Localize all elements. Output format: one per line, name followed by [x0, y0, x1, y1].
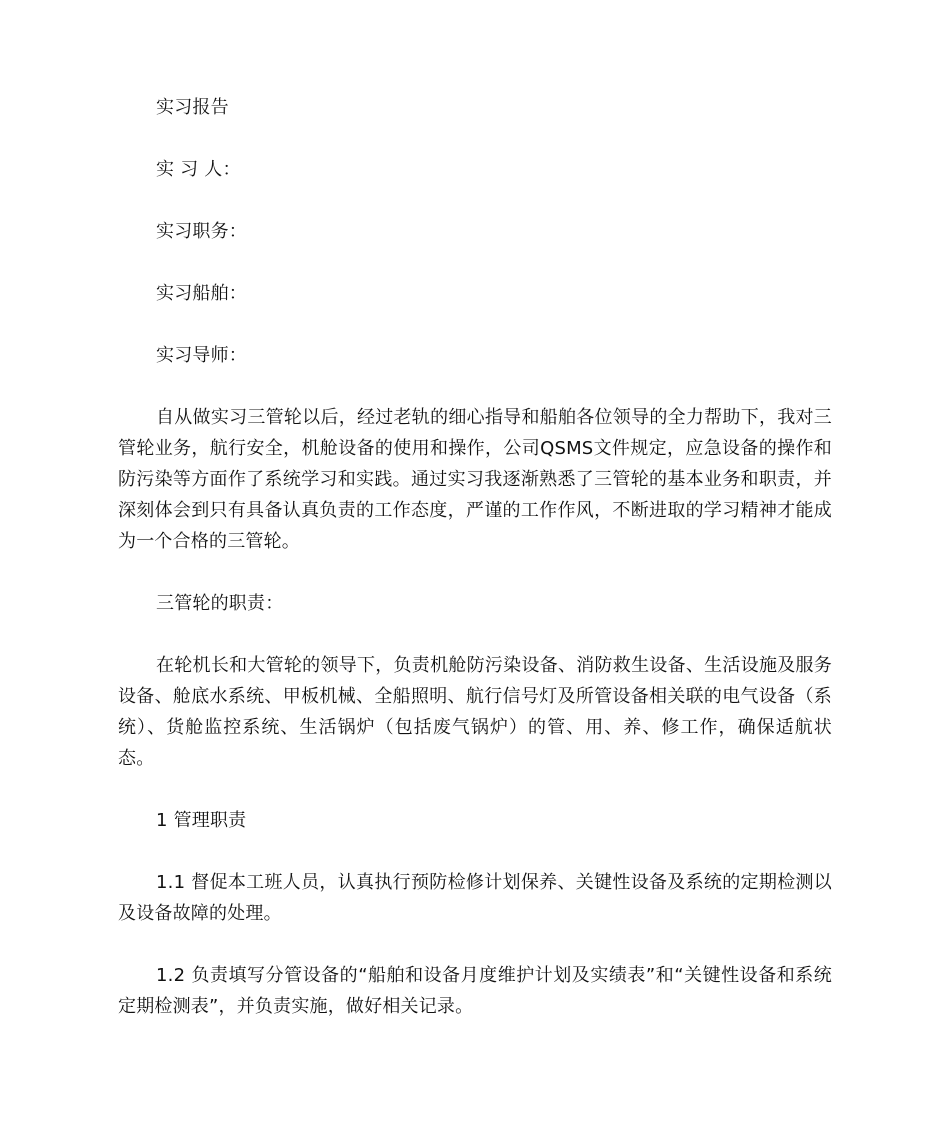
duties-heading: 三管轮的职责： — [156, 593, 284, 614]
duties-paragraph: 在轮机长和大管轮的领导下，负责机舱防污染设备、消防救生设备、生活设施及服务设备、舱底水系统、甲板机械、全船照明、航行信号灯及所管设备相关联的电气设备（系统）、货舱监控系统、生活锅炉（包括废气锅炉）的管、用、养、修工作，确保适航状态。 — [118, 655, 832, 769]
item-1-1: 1.1 督促本工班人员，认真执行预防检修计划保养、关键性设备及系统的定期检测以及设备故障的处理。 — [118, 872, 832, 924]
item-1-2: 1.2 负责填写分管设备的“船舶和设备月度维护计划及实绩表”和“关键性设备和系统定期检测表”，并负责实施，做好相关记录。 — [118, 965, 832, 1017]
field-intern-ship: 实习船舶： — [156, 283, 247, 304]
field-intern-position: 实习职务： — [156, 221, 247, 242]
document-page — [118, 92, 832, 1053]
field-intern-name: 实 习 人： — [156, 159, 241, 180]
document-title: 实习报告 — [156, 97, 229, 118]
section-heading-management: 1 管理职责 — [156, 810, 247, 831]
intro-paragraph: 自从做实习三管轮以后，经过老轨的细心指导和船舶各位领导的全力帮助下，我对三管轮业务，航行安全，机舱设备的使用和操作，公司QSMS文件规定，应急设备的操作和防污染等方面作了系统学习和实践。通过实习我逐渐熟悉了三管轮的基本业务和职责，并深刻体会到只有具备认真负责的工作态度，严谨的工作作风，不断进取的学习精神才能成为一个合格的三管轮。 — [118, 407, 832, 552]
field-intern-mentor: 实习导师： — [156, 345, 247, 366]
